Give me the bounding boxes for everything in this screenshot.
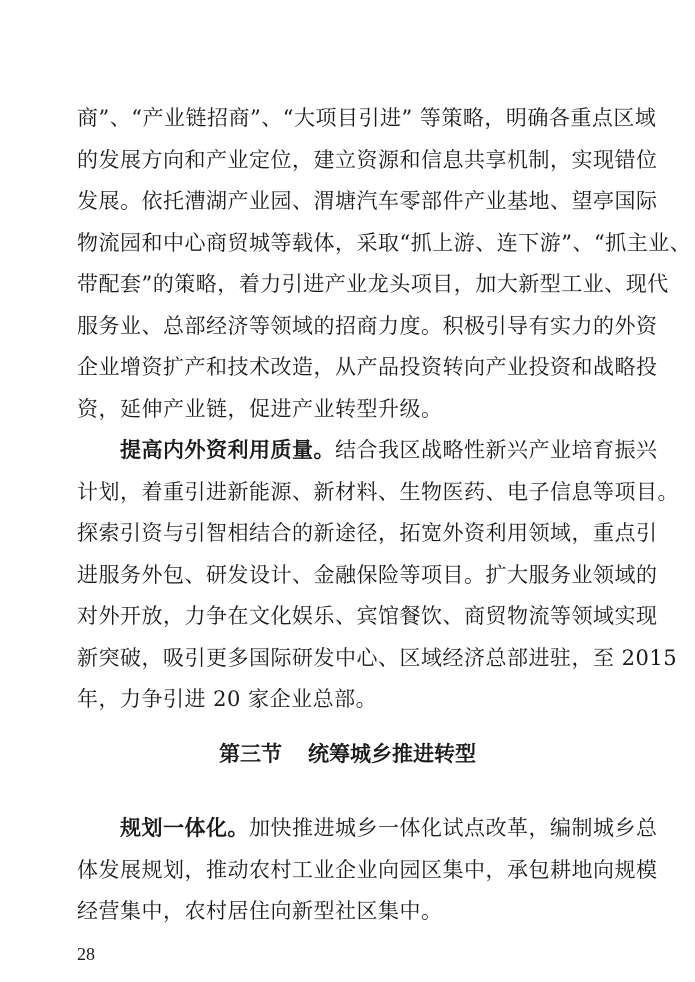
section-heading xyxy=(0,741,695,767)
paragraph-2-line-3: 探索引资与引智相结合的新途径，拓宽外资利用领域，重点引 xyxy=(77,521,658,545)
paragraph-2-line-5: 对外开放，力争在文化娱乐、宾馆餐饮、商贸物流等领域实现 xyxy=(77,604,658,628)
paragraph-2-line-1 xyxy=(120,437,658,463)
paragraph-2-line-4: 进服务外包、研发设计、金融保险等项目。扩大服务业领域的 xyxy=(77,563,658,587)
paragraph-1-line-8: 资，延伸产业链，促进产业转型升级。 xyxy=(77,397,443,421)
paragraph-1-line-1: 商”、“产业链招商”、“大项目引进” 等策略，明确各重点区域 xyxy=(77,106,657,130)
paragraph-3-line-1-text: 加快推进城乡一体化试点改革，编制城乡总 xyxy=(249,816,658,840)
paragraph-1-line-4: 物流园和中心商贸城等载体，采取“抓上游、连下游”、“抓主业、 xyxy=(77,231,692,255)
section-title: 统筹城乡推进转型 xyxy=(308,742,476,766)
paragraph-3-line-1 xyxy=(120,815,658,841)
paragraph-2-line-6: 新突破，吸引更多国际研发中心、区域经济总部进驻，至 2015 xyxy=(77,646,678,670)
paragraph-1-line-6: 服务业、总部经济等领域的招商力度。积极引导有实力的外资 xyxy=(77,314,658,338)
paragraph-1-line-3: 发展。依托漕湖产业园、渭塘汽车零部件产业基地、望亭国际 xyxy=(77,189,658,213)
paragraph-2-lead: 提高内外资利用质量。 xyxy=(120,438,335,462)
paragraph-3-line-2: 体发展规划，推动农村工业企业向园区集中，承包耕地向规模 xyxy=(77,858,658,882)
paragraph-2-line-1-text: 结合我区战略性新兴产业培育振兴 xyxy=(335,438,658,462)
section-number: 第三节 xyxy=(219,742,282,766)
paragraph-3-lead: 规划一体化。 xyxy=(120,816,249,840)
paragraph-2-line-2: 计划，着重引进新能源、新材料、生物医药、电子信息等项目。 xyxy=(77,480,679,504)
paragraph-1-line-2: 的发展方向和产业定位，建立资源和信息共享机制，实现错位 xyxy=(77,148,658,172)
paragraph-1-line-5: 带配套”的策略，着力引进产业龙头项目，加大新型工业、现代 xyxy=(77,272,669,296)
page-number: 28 xyxy=(77,944,95,964)
paragraph-3-line-3: 经营集中，农村居住向新型社区集中。 xyxy=(77,899,443,923)
paragraph-1-line-7: 企业增资扩产和技术改造，从产品投资转向产业投资和战略投 xyxy=(77,355,658,379)
paragraph-2-line-7: 年，力争引进 20 家企业总部。 xyxy=(77,687,378,711)
